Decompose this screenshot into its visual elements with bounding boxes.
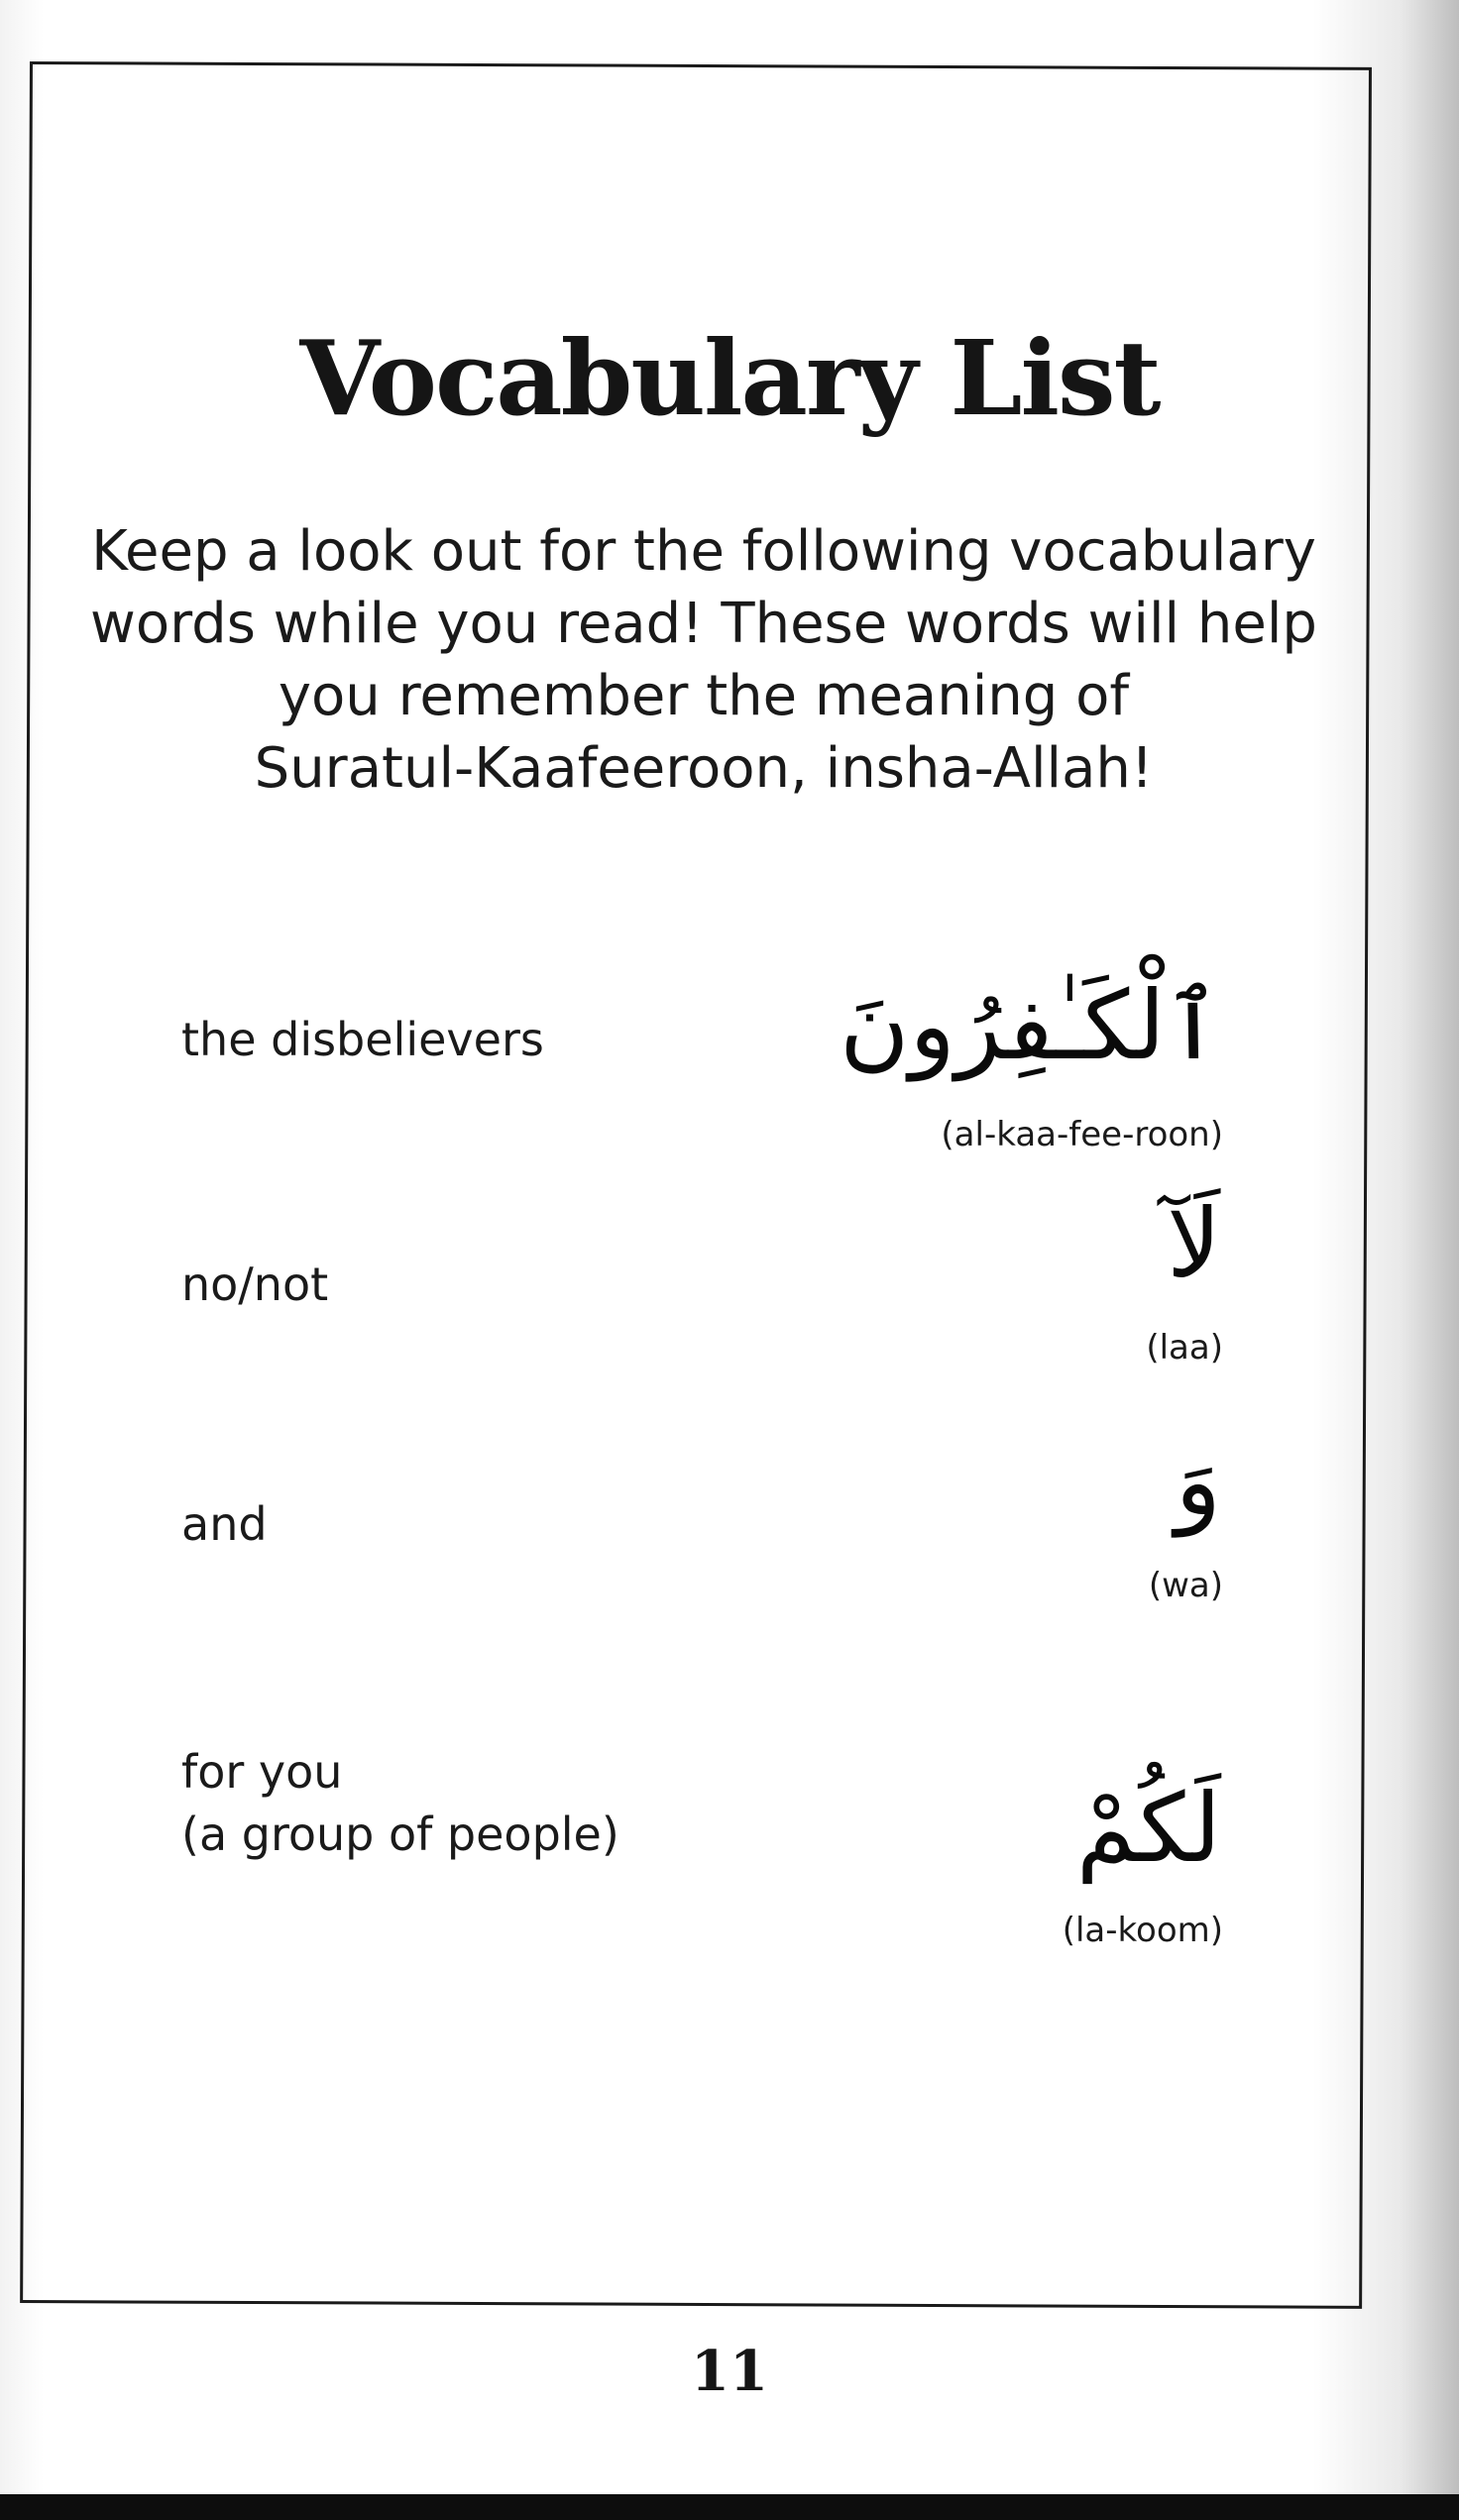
intro-paragraph xyxy=(59,515,1348,805)
intro-line: Keep a look out for the following vocabulary xyxy=(91,519,1316,584)
arabic-word: لَآ xyxy=(1167,1188,1221,1299)
intro-line: you remember the meaning of xyxy=(278,664,1130,728)
arabic-word: وَ xyxy=(1175,1426,1221,1537)
arabic-word: ٱلْكَـٰفِرُونَ xyxy=(839,970,1221,1081)
scan-edge-shadow xyxy=(0,2494,1459,2520)
transliteration: (wa) xyxy=(1148,1566,1223,1605)
transliteration: (la-koom) xyxy=(1062,1911,1223,1950)
english-meaning: and xyxy=(181,1497,268,1551)
english-meaning-note: (a group of people) xyxy=(181,1808,619,1861)
intro-line: words while you read! These words will help xyxy=(90,592,1317,656)
page-title: Vocabulary List xyxy=(299,317,1160,439)
english-meaning: the disbelievers xyxy=(181,1013,544,1066)
transliteration: (laa) xyxy=(1146,1328,1223,1368)
arabic-word: لَكُمْ xyxy=(1075,1773,1221,1884)
transliteration: (al-kaa-fee-roon) xyxy=(941,1115,1223,1154)
english-meaning: no/not xyxy=(181,1258,329,1311)
english-meaning: for you xyxy=(181,1745,343,1799)
intro-line: Suratul-Kaafeeroon, insha-Allah! xyxy=(254,736,1154,801)
page-number: 11 xyxy=(691,2339,768,2404)
